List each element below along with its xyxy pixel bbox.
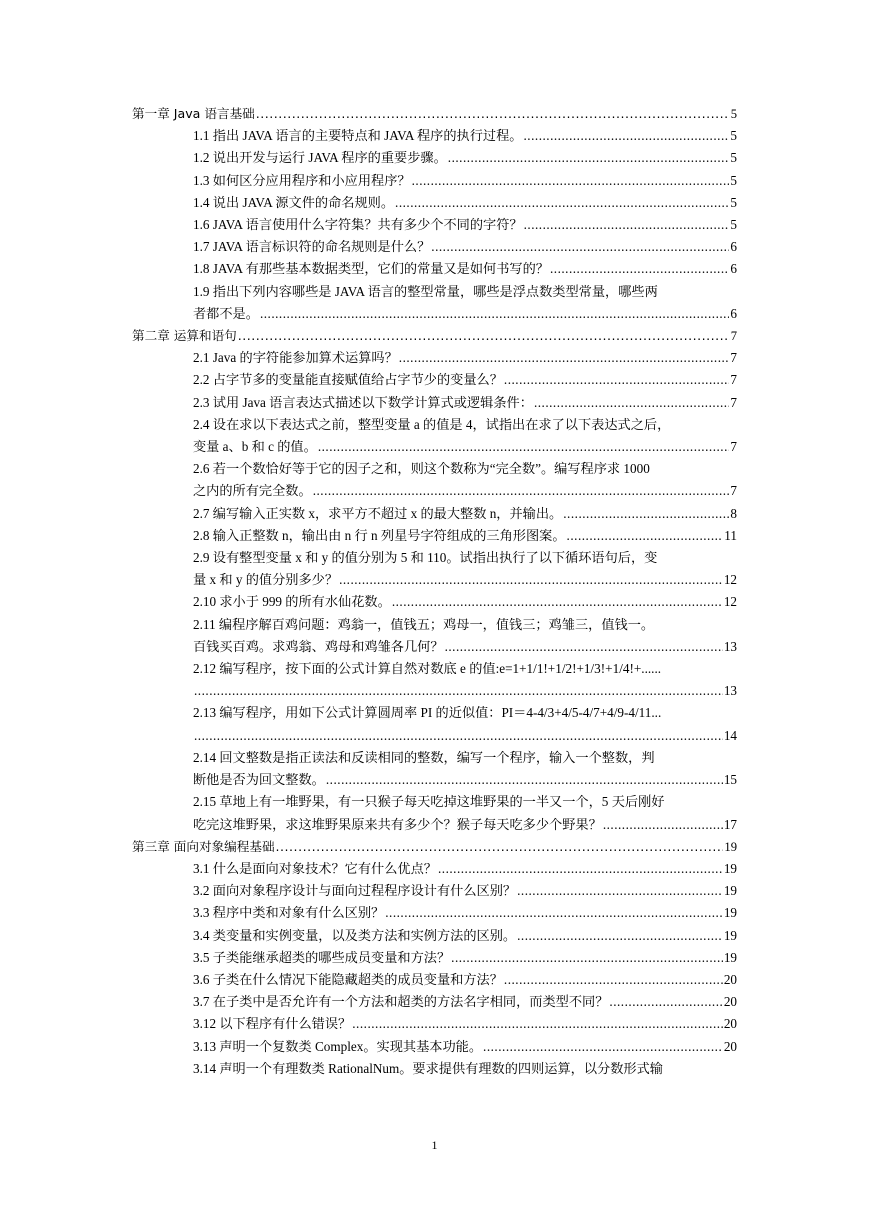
toc-entry-title: 3.3 程序中类和对象有什么区别？ — [193, 905, 385, 921]
toc-entry-row — [193, 503, 737, 525]
toc-entry-row — [193, 858, 737, 880]
toc-entry-row — [193, 525, 737, 547]
dot-leader — [194, 680, 723, 702]
toc-section-entry[interactable] — [0, 214, 869, 236]
toc-entry-title: 3.7 在子类中是否允许有一个方法和超类的方法名字相同，而类型不同？ — [193, 994, 609, 1010]
toc-entry-page: 7 — [730, 350, 737, 366]
toc-entry-wrapped-line: 2.6 若一个数恰好等于它的因子之和，则这个数称为“完全数”。编写程序求 1000 — [193, 461, 650, 477]
dot-leader — [567, 525, 724, 547]
toc-entry-page: 5 — [730, 150, 737, 166]
toc-entry-page: 19 — [723, 883, 737, 899]
toc-entry-row — [193, 636, 737, 658]
toc-entry-row — [193, 258, 737, 280]
toc-entry-title: 3.5 子类能继承超类的哪些成员变量和方法？ — [193, 949, 451, 965]
toc-section-entry[interactable] — [0, 547, 869, 591]
toc-entry-title: 1.3 如何区分应用程序和小应用程序？ — [193, 172, 411, 188]
toc-entry-row — [193, 880, 737, 902]
dot-leader — [438, 858, 723, 880]
toc-entry-row — [193, 392, 737, 414]
toc-entry-title: 2.2 占字节多的变量能直接赋值给占字节少的变量么？ — [193, 372, 503, 388]
dot-leader — [313, 480, 730, 502]
table-of-contents — [0, 103, 869, 1080]
toc-entry-wrapped-line: 1.9 指出下列内容哪些是 JAVA 语言的整型常量，哪些是浮点数类型常量，哪些两 — [193, 283, 658, 299]
toc-section-entry[interactable] — [0, 702, 869, 746]
toc-entry-row — [193, 814, 737, 836]
toc-entry-row — [193, 680, 737, 702]
toc-entry-title: 1.4 说出 JAVA 源文件的命名规则。 — [193, 194, 395, 210]
toc-entry-title: 3.12 以下程序有什么错误？ — [193, 1016, 352, 1032]
dot-leader — [524, 125, 730, 147]
toc-entry-title: 量 x 和 y 的值分别多少？ — [193, 572, 339, 588]
dot-leader — [517, 925, 723, 947]
toc-section-entry[interactable] — [0, 969, 869, 991]
toc-entry-row — [193, 369, 737, 391]
toc-entry-page: 7 — [730, 483, 737, 499]
toc-chapter-entry[interactable] — [0, 836, 869, 858]
toc-entry-row — [193, 769, 737, 791]
toc-entry-title: 1.6 JAVA 语言使用什么字符集？共有多少个不同的字符？ — [193, 217, 523, 233]
toc-section-entry[interactable] — [0, 1058, 869, 1080]
toc-entry-row — [193, 125, 737, 147]
dot-leader — [194, 725, 723, 747]
toc-entry-wrapped-line: 2.14 回文整数是指正读法和反读相同的整数，编写一个程序，输入一个整数，判 — [193, 749, 655, 765]
toc-entry-page: 8 — [730, 505, 737, 521]
dot-leader — [504, 369, 730, 391]
toc-entry-row — [193, 947, 737, 969]
toc-entry-title: 1.8 JAVA 有那些基本数据类型，它们的常量又是如何书写的？ — [193, 261, 549, 277]
toc-entry-wrapped-line: 2.9 设有整型变量 x 和 y 的值分别为 5 和 110。试指出执行了以下循环语句后，变 — [193, 550, 658, 566]
toc-section-entry[interactable] — [0, 1036, 869, 1058]
toc-entry-row — [193, 147, 737, 169]
dot-leader — [550, 258, 729, 280]
toc-entry-title: 2.7 编写输入正实数 x，求平方不超过 x 的最大整数 n，并输出。 — [193, 505, 563, 521]
toc-entry-title: 3.2 面向对象程序设计与面向过程程序设计有什么区别？ — [193, 883, 517, 899]
toc-entry-wrapped-line: 3.14 声明一个有理数类 RationalNum。要求提供有理数的四则运算，以分数形式输 — [193, 1060, 663, 1076]
toc-section-entry[interactable] — [0, 658, 869, 702]
toc-entry-page: 5 — [730, 107, 737, 121]
toc-entry-title: 吃完这堆野果，求这堆野果原来共有多少个？猴子每天吃多少个野果？ — [193, 816, 602, 832]
toc-section-entry[interactable] — [0, 525, 869, 547]
toc-entry-page: 20 — [723, 994, 737, 1010]
toc-section-entry[interactable] — [0, 791, 869, 835]
toc-entry-title: 2.1 Java 的字符能参加算术运算吗？ — [193, 350, 398, 366]
dot-leader — [395, 192, 729, 214]
toc-entry-wrapped-line: 2.15 草地上有一堆野果，有一只猴子每天吃掉这堆野果的一半又一个，5 天后刚好 — [193, 794, 665, 810]
toc-section-entry[interactable] — [0, 125, 869, 147]
dot-leader — [534, 392, 729, 414]
toc-section-entry[interactable] — [0, 258, 869, 280]
toc-section-entry[interactable] — [0, 369, 869, 391]
toc-entry-page: 5 — [730, 172, 737, 188]
dot-leader — [352, 1013, 723, 1035]
toc-entry-row — [193, 192, 737, 214]
toc-entry-title: 百钱买百鸡。求鸡翁、鸡母和鸡雏各几何？ — [193, 638, 444, 654]
toc-section-entry[interactable] — [0, 591, 869, 613]
toc-entry-title: 断他是否为回文整数。 — [193, 772, 325, 788]
toc-entry-wrapped-line: 2.4 设在求以下表达式之前，整型变量 a 的值是 4，试指出在求了以下表达式之后， — [193, 416, 671, 432]
toc-section-entry[interactable] — [0, 614, 869, 658]
toc-section-entry[interactable] — [0, 880, 869, 902]
page-number: 1 — [431, 1138, 438, 1152]
toc-entry-page: 6 — [730, 305, 737, 321]
toc-entry-page: 11 — [724, 527, 737, 543]
toc-entry-page: 13 — [723, 683, 737, 699]
dot-leader — [326, 769, 723, 791]
dot-leader — [445, 636, 723, 658]
toc-entry-wrapped-line: 2.11 编程序解百鸡问题：鸡翁一，值钱五；鸡母一，值钱三；鸡雏三，值钱一。 — [193, 616, 655, 632]
toc-entry-row — [193, 170, 737, 192]
dot-leader — [504, 969, 723, 991]
toc-entry-wrapped-line: 2.12 编写程序，按下面的公式计算自然对数底 e 的值:e=1+1/1!+1/2!+1/3!+1/4!+...... — [193, 661, 662, 677]
toc-section-entry[interactable] — [0, 925, 869, 947]
toc-entry-page: 15 — [723, 772, 737, 788]
toc-entry-row — [193, 303, 737, 325]
toc-section-entry[interactable] — [0, 503, 869, 525]
dot-leader — [256, 103, 730, 125]
toc-entry-title: 2.10 求小于 999 的所有水仙花数。 — [193, 594, 391, 610]
toc-section-entry[interactable] — [0, 236, 869, 258]
toc-section-entry[interactable] — [0, 858, 869, 880]
toc-entry-title: 者都不是。 — [193, 305, 259, 321]
toc-entry-title: 第三章 面向对象编程基础 — [132, 838, 275, 854]
toc-entry-title: 1.7 JAVA 语言标识符的命名规则是什么？ — [193, 239, 431, 255]
dot-leader — [517, 880, 723, 902]
toc-entry-page: 5 — [730, 194, 737, 210]
toc-entry-page: 19 — [723, 927, 737, 943]
dot-leader — [603, 814, 723, 836]
toc-entry-row — [193, 569, 737, 591]
dot-leader — [483, 1036, 723, 1058]
toc-chapter-entry[interactable] — [0, 103, 869, 125]
toc-entry-row — [193, 725, 737, 747]
toc-section-entry[interactable] — [0, 170, 869, 192]
toc-entry-page: 17 — [723, 816, 737, 832]
toc-entry-page: 19 — [723, 860, 737, 876]
toc-entry-title: 1.1 指出 JAVA 语言的主要特点和 JAVA 程序的执行过程。 — [193, 128, 523, 144]
toc-entry-title: 3.13 声明一个复数类 Complex。实现其基本功能。 — [193, 1038, 483, 1054]
toc-entry-row — [193, 925, 737, 947]
toc-entry-row — [193, 236, 737, 258]
toc-entry-page: 5 — [730, 128, 737, 144]
toc-entry-page: 7 — [730, 439, 737, 455]
toc-entry-wrapped-line: 2.13 编写程序，用如下公式计算圆周率 PI 的近似值：PI＝4-4/3+4/5-4/7+4/9-4/11... — [193, 705, 662, 721]
toc-section-entry[interactable] — [0, 281, 869, 325]
dot-leader — [339, 569, 723, 591]
toc-section-entry[interactable] — [0, 747, 869, 791]
dot-leader — [524, 214, 730, 236]
dot-leader — [392, 591, 723, 613]
toc-entry-page: 19 — [723, 949, 737, 965]
toc-entry-title: 3.6 子类在什么情况下能隐藏超类的成员变量和方法？ — [193, 971, 503, 987]
toc-section-entry[interactable] — [0, 991, 869, 1013]
toc-section-entry[interactable] — [0, 392, 869, 414]
dot-leader — [399, 347, 730, 369]
toc-entry-row — [193, 991, 737, 1013]
toc-entry-page: 20 — [723, 1016, 737, 1032]
toc-entry-page: 6 — [730, 261, 737, 277]
toc-entry-page: 6 — [730, 239, 737, 255]
toc-section-entry[interactable] — [0, 902, 869, 924]
toc-entry-page: 7 — [730, 394, 737, 410]
toc-entry-title: 第二章 运算和语句 — [132, 328, 237, 344]
toc-entry-row — [193, 480, 737, 502]
toc-entry-page: 19 — [724, 839, 737, 854]
toc-entry-row — [193, 214, 737, 236]
toc-entry-page: 20 — [723, 971, 737, 987]
toc-entry-page: 20 — [723, 1038, 737, 1054]
toc-entry-title: 2.3 试用 Java 语言表达式描述以下数学计算式或逻辑条件： — [193, 394, 533, 410]
toc-entry-row — [132, 836, 737, 858]
dot-leader — [609, 991, 722, 1013]
toc-entry-title: 之内的所有完全数。 — [193, 483, 312, 499]
dot-leader — [412, 170, 730, 192]
toc-section-entry[interactable] — [0, 947, 869, 969]
toc-entry-row — [193, 1013, 737, 1035]
dot-leader — [385, 902, 723, 924]
dot-leader — [318, 436, 730, 458]
toc-section-entry[interactable] — [0, 458, 869, 502]
toc-section-entry[interactable] — [0, 347, 869, 369]
toc-entry-title: 1.2 说出开发与运行 JAVA 程序的重要步骤。 — [193, 150, 447, 166]
toc-entry-page: 12 — [723, 594, 737, 610]
toc-entry-row — [132, 325, 737, 347]
dot-leader — [563, 503, 729, 525]
toc-section-entry[interactable] — [0, 1013, 869, 1035]
toc-entry-row — [193, 591, 737, 613]
dot-leader — [238, 325, 730, 347]
toc-entry-title: 第一章 Java 语言基础 — [132, 106, 255, 121]
toc-entry-row — [132, 103, 737, 125]
toc-entry-page: 19 — [723, 905, 737, 921]
toc-chapter-entry[interactable] — [0, 325, 869, 347]
dot-leader — [431, 236, 729, 258]
toc-section-entry[interactable] — [0, 147, 869, 169]
toc-entry-row — [193, 1036, 737, 1058]
dot-leader — [451, 947, 723, 969]
dot-leader — [276, 836, 724, 858]
toc-entry-row — [193, 969, 737, 991]
toc-entry-title: 2.8 输入正整数 n，输出由 n 行 n 列星号字符组成的三角形图案。 — [193, 527, 566, 543]
toc-entry-page: 7 — [730, 329, 737, 344]
toc-section-entry[interactable] — [0, 192, 869, 214]
toc-entry-page: 14 — [723, 727, 737, 743]
toc-entry-page: 12 — [723, 572, 737, 588]
toc-entry-page: 5 — [730, 217, 737, 233]
toc-entry-row — [193, 902, 737, 924]
toc-entry-title: 3.1 什么是面向对象技术？它有什么优点？ — [193, 860, 437, 876]
dot-leader — [260, 303, 729, 325]
toc-section-entry[interactable] — [0, 414, 869, 458]
toc-entry-page: 13 — [723, 638, 737, 654]
toc-entry-title: 3.4 类变量和实例变量，以及类方法和实例方法的区别。 — [193, 927, 517, 943]
toc-entry-page: 7 — [730, 372, 737, 388]
dot-leader — [448, 147, 730, 169]
toc-entry-title: 变量 a、b 和 c 的值。 — [193, 439, 317, 455]
toc-entry-row — [193, 347, 737, 369]
toc-entry-row — [193, 436, 737, 458]
